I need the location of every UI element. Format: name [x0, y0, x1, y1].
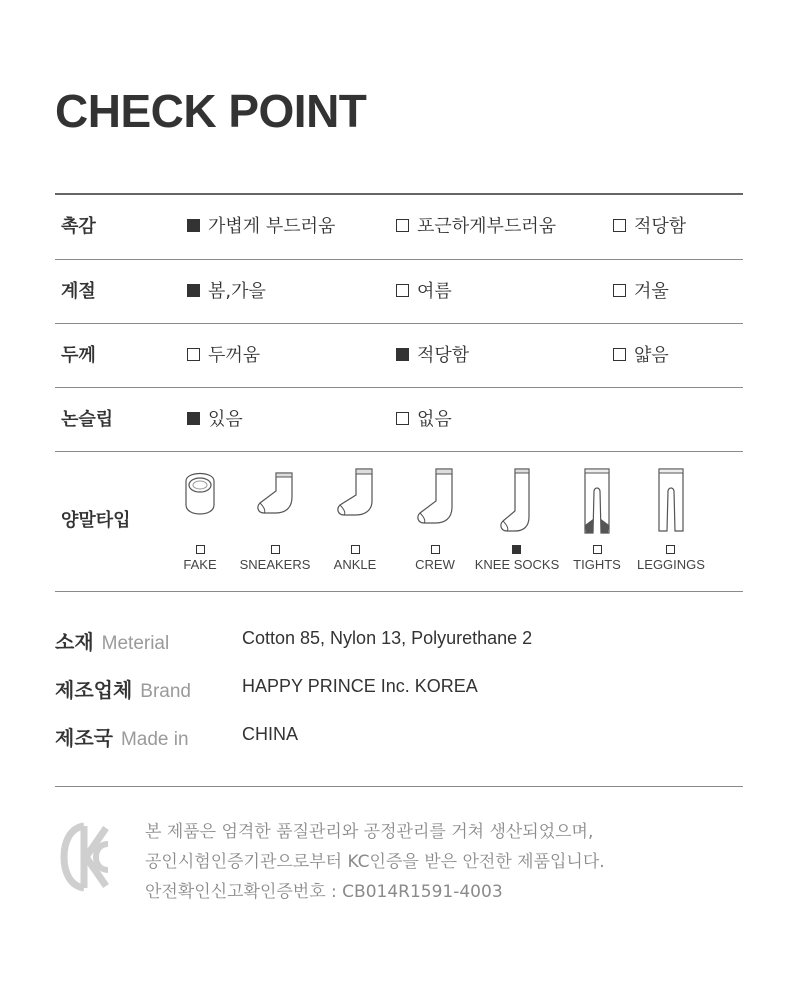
- row-label: 촉감: [61, 216, 96, 237]
- info-key: 소재: [55, 630, 94, 654]
- option-texture-light[interactable]: 가볍게 부드러움: [187, 195, 335, 259]
- option-thickness-thin[interactable]: 얇음: [613, 324, 669, 388]
- kc-mark-icon: [60, 822, 112, 896]
- divider: [55, 591, 743, 592]
- option-thickness-medium[interactable]: 적당함: [396, 324, 469, 388]
- info-key: 제조업체: [55, 678, 133, 702]
- info-key: 제조국: [55, 726, 113, 750]
- checkbox-unchecked[interactable]: [396, 284, 409, 297]
- checkbox-unchecked[interactable]: [431, 545, 440, 554]
- tights-icon: [557, 467, 637, 537]
- checkbox-unchecked[interactable]: [396, 412, 409, 425]
- row-label: 계절: [61, 281, 96, 302]
- option-season-spring-fall[interactable]: 봄,가을: [187, 260, 266, 324]
- checkbox-unchecked[interactable]: [666, 545, 675, 554]
- sock-type-row: [55, 451, 743, 591]
- option-texture-medium[interactable]: 적당함: [613, 195, 686, 259]
- checkbox-unchecked[interactable]: [187, 348, 200, 361]
- info-value: CHINA: [242, 724, 299, 744]
- sock-type-label: ANKLE: [333, 557, 377, 572]
- checkbox-checked[interactable]: [396, 348, 409, 361]
- checkbox-unchecked[interactable]: [351, 545, 360, 554]
- notice-line: 본 제품은 엄격한 품질관리와 공정관리를 거쳐 생산되었으며,: [145, 822, 594, 842]
- info-origin: [55, 722, 743, 752]
- checkbox-checked[interactable]: [187, 284, 200, 297]
- info-value: Cotton 85, Nylon 13, Polyurethane 2: [242, 628, 533, 648]
- sock-type-label: KNEE SOCKS: [474, 557, 560, 572]
- checkbox-unchecked[interactable]: [613, 284, 626, 297]
- row-label: 논슬립: [61, 409, 114, 430]
- row-texture: [55, 195, 743, 259]
- info-material: [55, 626, 743, 656]
- option-nonslip-no[interactable]: 없음: [396, 388, 452, 452]
- checkbox-unchecked[interactable]: [613, 219, 626, 232]
- row-label: 두께: [61, 345, 96, 366]
- checkbox-unchecked[interactable]: [196, 545, 205, 554]
- info-key-en: Meterial: [101, 633, 170, 654]
- notice-line: 안전확인신고확인증번호 : CB014R1591-4003: [145, 882, 503, 902]
- option-thickness-thick[interactable]: 두꺼움: [187, 324, 260, 388]
- notice-line: 공인시험인증기관으로부터 KC인증을 받은 안전한 제품입니다.: [145, 852, 605, 872]
- crew-sock-icon: [396, 467, 476, 527]
- knee-sock-icon: [477, 467, 557, 533]
- sock-type-label: TIGHTS: [573, 557, 621, 572]
- checkbox-checked[interactable]: [187, 219, 200, 232]
- checkbox-unchecked[interactable]: [396, 219, 409, 232]
- option-season-summer[interactable]: 여름: [396, 260, 452, 324]
- fake-sock-icon: [160, 467, 240, 519]
- checkbox-unchecked[interactable]: [271, 545, 280, 554]
- checkbox-unchecked[interactable]: [593, 545, 602, 554]
- info-value: HAPPY PRINCE Inc. KOREA: [242, 676, 478, 696]
- row-nonslip: [55, 388, 743, 452]
- option-nonslip-yes[interactable]: 있음: [187, 388, 243, 452]
- divider: [55, 786, 743, 787]
- kc-notice: [145, 817, 605, 907]
- sock-type-label: FAKE: [183, 557, 217, 572]
- row-label: 양말타입: [61, 510, 131, 531]
- sneakers-sock-icon: [236, 467, 316, 519]
- checkbox-unchecked[interactable]: [613, 348, 626, 361]
- info-key-en: Brand: [140, 681, 191, 702]
- info-brand: [55, 674, 743, 704]
- row-season: [55, 260, 743, 324]
- leggings-icon: [631, 467, 711, 537]
- checkbox-checked[interactable]: [187, 412, 200, 425]
- option-texture-cozy[interactable]: 포근하게부드러움: [396, 195, 556, 259]
- row-thickness: [55, 324, 743, 388]
- sock-type-label: SNEAKERS: [239, 557, 311, 572]
- sock-type-label: LEGGINGS: [637, 557, 705, 572]
- option-season-winter[interactable]: 겨울: [613, 260, 669, 324]
- page-title: CHECK POINT: [55, 85, 367, 137]
- ankle-sock-icon: [316, 467, 396, 519]
- checkbox-checked[interactable]: [512, 545, 521, 554]
- sock-type-label: CREW: [415, 557, 455, 572]
- info-key-en: Made in: [120, 729, 189, 750]
